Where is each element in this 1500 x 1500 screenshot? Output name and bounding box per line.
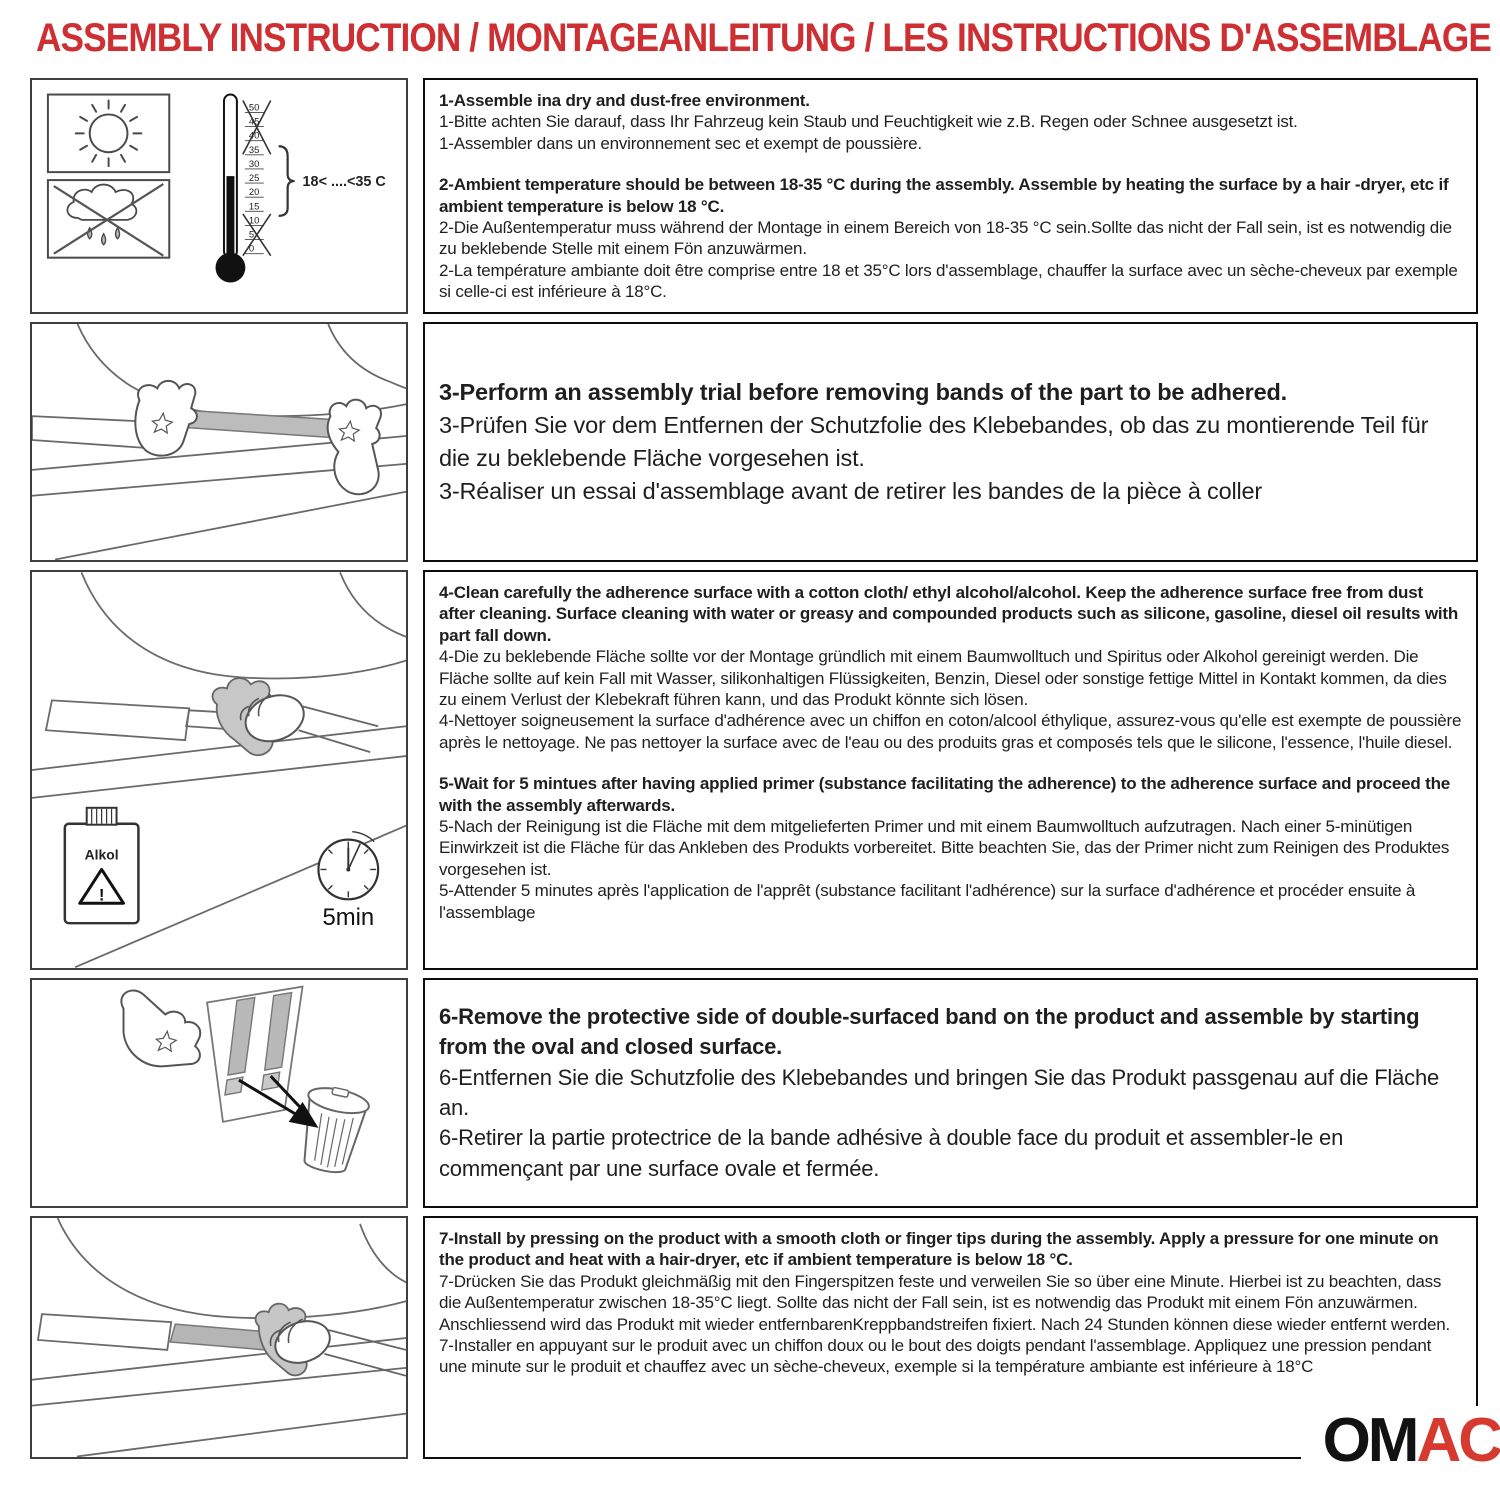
right-hand-icon <box>328 400 381 495</box>
section-text-trial <box>423 322 1478 562</box>
temperature-range-label: 18< ....<35 C <box>302 174 386 191</box>
thermometer-scale <box>243 101 271 256</box>
instruction-paragraph: 4-Clean carefully the adherence surface with a cotton cloth/ ethyl alcohol/alcohol. Keep the adherence surface free from dust after cleaning. Surface cleaning with water or greasy and compounded products such as silicone, gasoline, diesel oil results with part fall down. <box>439 583 1459 645</box>
sill-trim-strip <box>170 1324 270 1350</box>
thermo-tick-label: 35 <box>248 144 260 156</box>
section-row-environment <box>30 78 1478 314</box>
environment-graphic <box>32 80 406 312</box>
instruction-paragraph: 5-Attender 5 minutes après l'application de l'apprêt (substance facilitant l'adhérence) sur la surface d'adhérence et procéder ensuite à l'assemblage <box>439 881 1416 922</box>
no-rain-icon <box>48 180 169 258</box>
instruction-paragraph: 1-Assemble ina dry and dust-free environment. <box>439 91 810 110</box>
trash-can-icon <box>294 1083 372 1178</box>
alcohol-bottle-label: Alkol <box>84 846 119 863</box>
section-row-press-install <box>30 1216 1478 1459</box>
peeling-hand-icon <box>121 991 200 1067</box>
illustration-cleaning <box>30 570 408 970</box>
illustration-press-install <box>30 1216 408 1459</box>
thermo-tick-label: 45 <box>248 116 260 128</box>
remove-band-graphic <box>32 980 406 1206</box>
thermo-tick-label: 20 <box>248 187 260 199</box>
instruction-paragraph: 7-Drücken Sie das Produkt gleichmäßig mit den Fingerspitzen feste und verweilen Sie so über eine Minute. Hierbei ist zu beachten, dass die Außentemperatur zwischen 18-35°C liegt. Sollte das nicht der Fall sein, ist es notwendig das Produkt mit einem Fön anzuwärmen. Anschliessend wird das Produkt mit wieder entfernbarenKreppbandstreifen fixiert. Nach 24 Stunden können diese wieder entfernt werden. <box>439 1271 1450 1334</box>
thermometer-icon <box>216 95 246 283</box>
trial-fit-graphic <box>32 324 406 560</box>
section-row-remove-band <box>30 978 1478 1208</box>
instruction-paragraph: 3-Prüfen Sie vor dem Entfernen der Schutzfolie des Klebebandes, ob das zu montierende Teil für die zu beklebende Fläche vorgesehen ist. <box>439 412 1429 471</box>
instruction-paragraph: 6-Remove the protective side of double-surfaced band on the product and assemble by starting from the oval and closed surface. <box>439 1003 1420 1060</box>
section-row-trial <box>30 322 1478 562</box>
instruction-paragraph: 4-Die zu beklebende Fläche sollte vor der Montage gründlich mit einem Baumwolltuch und Spiritus oder Alkohol gereinigt werden. Die Fläche sollte auf kein Fall mit Wasser, silikonhaltigen Flüssigkeiten, Benzin, Diesel oder sonstige fettige Mittel in Kontakt kommen, da dies zu einem Verlust der Klebekraft führen kann, und das Produkt könnte sich lösen. <box>439 647 1447 710</box>
sun-icon <box>48 95 169 173</box>
instruction-paragraph: 3-Perform an assembly trial before removing bands of the part to be adhered. <box>439 379 1287 406</box>
thermo-tick-label: 50 <box>248 102 260 114</box>
section-text-remove-band <box>423 978 1478 1208</box>
warning-mark: ! <box>98 885 105 905</box>
omac-logo-red-letters: AC <box>1416 1406 1500 1475</box>
range-brace <box>279 146 295 216</box>
thermo-tick-label: 5 <box>248 229 255 241</box>
omac-logo-black-letters: OM <box>1322 1406 1417 1475</box>
cleaning-graphic <box>32 572 406 968</box>
illustration-trial-fit <box>30 322 408 562</box>
page-title: ASSEMBLY INSTRUCTION / MONTAGEANLEITUNG / LES INSTRUCTIONS D'ASSEMBLAGE <box>36 16 1492 60</box>
instruction-paragraph: 4-Nettoyer soigneusement la surface d'adhérence avec un chiffon en coton/alcool éthylique, assurez-vous qu'elle est exempte de poussière après le nettoyage. Ne pas nettoyer la surface avec de l'eau ou des produits gras et composés tels que le silicone, l'essence, l'huile diesel. <box>439 711 1462 752</box>
thermo-tick-label: 25 <box>248 173 260 185</box>
thermo-tick-label: 0 <box>248 243 255 255</box>
instruction-paragraph: 1-Bitte achten Sie darauf, dass Ihr Fahrzeug kein Staub und Feuchtigkeit wie z.B. Regen oder Schnee ausgesetzt ist. <box>439 112 1298 132</box>
instruction-paragraph: 3-Réaliser un essai d'assemblage avant de retirer les bandes de la pièce à coller <box>439 477 1263 504</box>
wiping-hand-icon <box>213 678 379 755</box>
press-install-graphic <box>32 1218 406 1457</box>
section-row-cleaning <box>30 570 1478 970</box>
instruction-paragraph: 7-Installer en appuyant sur le produit avec un chiffon doux ou le bout des doigts pendant l'assemblage. Appliquez une pression pendant une minute sur le produit et chauffez avec un sèche-cheveux, exemple si la température ambiante est inférieure à 18°C <box>439 1336 1432 1377</box>
clock-duration-label: 5min <box>322 904 375 932</box>
thermo-tick-label: 15 <box>248 201 260 213</box>
instruction-paragraph: 2-Ambient temperature should be between 18-35 °C during the assembly. Assemble by heating the surface by a hair -dryer, etc if ambient temperature is below 18 °C. <box>439 175 1449 216</box>
alcohol-bottle-icon <box>65 808 139 923</box>
instruction-paragraph: 1-Assembler dans un environnement sec et exempt de poussière. <box>439 133 922 153</box>
thermo-tick-label: 10 <box>248 215 260 227</box>
instruction-paragraph: 5-Nach der Reinigung ist die Fläche mit dem mitgelieferten Primer und mit einem Baumwolltuch aufzutragen. Nach einer 5-minütigen Einwirkzeit ist die Fläche für das Ankleben des Produkts vorbereitet. Bitte beachten Sie, das der Primer nicht zum Reinigen des Produktes vorgesehen ist. <box>439 817 1450 879</box>
section-text-environment <box>423 78 1478 314</box>
illustration-remove-band <box>30 978 408 1208</box>
left-hand-icon <box>135 381 197 456</box>
clock-icon <box>318 832 378 931</box>
thermo-tick-label: 40 <box>248 130 260 142</box>
section-text-cleaning <box>423 570 1478 970</box>
instruction-paragraph: 2-La température ambiante doit être comprise entre 18 et 35°C lors d'assemblage, chauffer la surface avec un sèche-cheveux par exemple si celle-ci est inférieure à 18°C. <box>439 260 1458 302</box>
thermo-tick-label: 30 <box>248 158 260 170</box>
illustration-environment <box>30 78 408 314</box>
instruction-paragraph: 7-Install by pressing on the product with a smooth cloth or finger tips during the assembly. Apply a pressure for one minute on the product and heat with a hair-dryer, etc if ambient temperature is below 18 °C. <box>439 1229 1439 1270</box>
instruction-paragraph: 5-Wait for 5 mintues after having applied primer (substance facilitating the adherence) to the adherence surface and proceed the with the assembly afterwards. <box>439 774 1451 815</box>
instruction-paragraph: 6-Entfernen Sie die Schutzfolie des Klebebandes und bringen Sie das Produkt passgenau auf die Fläche an. <box>439 1064 1440 1120</box>
instruction-paragraph: 2-Die Außentemperatur muss während der Montage in einem Bereich von 18-35 °C sein.Sollte das nicht der Fall sein, ist es notwendig die zu beklebende Stelle mit einem Fön anzuwärmen. <box>439 218 1452 259</box>
omac-logo <box>1301 1406 1500 1476</box>
instruction-paragraph: 6-Retirer la partie protectrice de la bande adhésive à double face du produit et assembler-le en commençant par une surface ovale et fermée. <box>439 1125 1344 1181</box>
